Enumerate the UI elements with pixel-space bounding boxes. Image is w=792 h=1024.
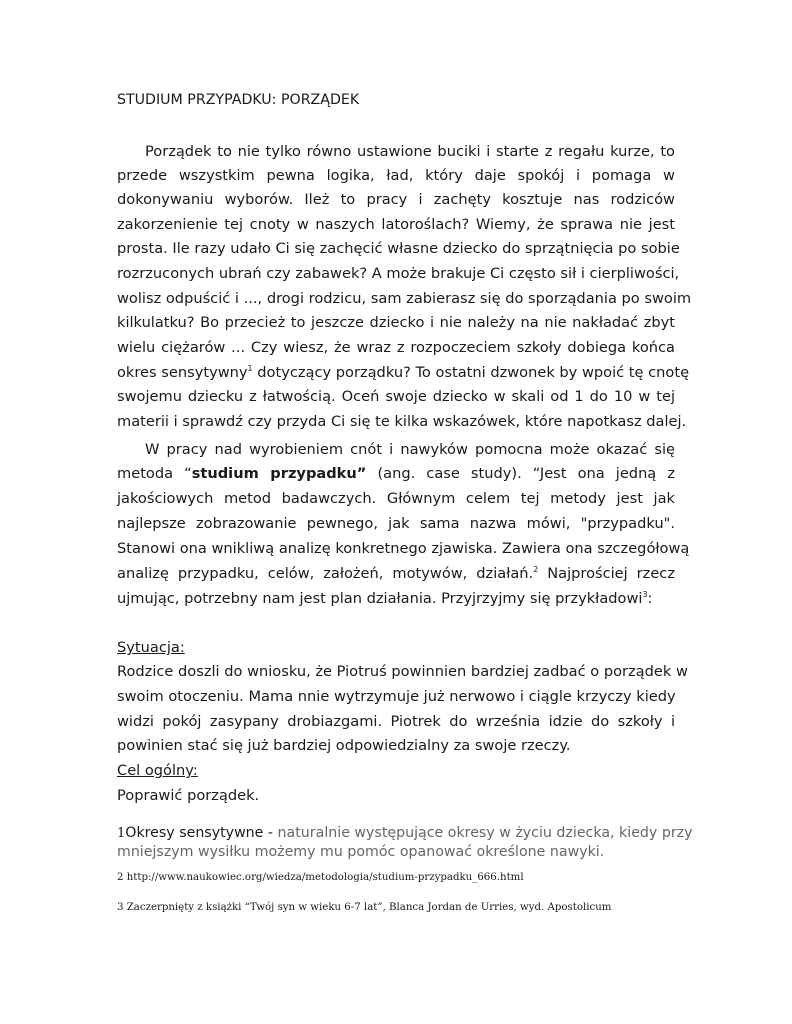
- footnote-1-number: 1: [117, 826, 126, 841]
- paragraph-1-line: wielu ciężarów ... Czy wiesz, że wraz z rozpoczeciem szkoły dobiega końca: [117, 339, 675, 356]
- paragraph-1-line: wolisz odpuścić i ..., drogi rodzicu, sam zabierasz się do sporządania po swoim: [117, 290, 692, 307]
- paragraph-2-line: Stanowi ona wnikliwą analizę konkretnego zjawiska. Zawiera ona szczegółową: [117, 540, 690, 557]
- paragraph-2-text: :: [647, 590, 653, 607]
- situation-line: powinien stać się już bardziej odpowiedzialny za swoje rzeczy.: [117, 737, 571, 754]
- document-title: STUDIUM PRZYPADKU: PORZĄDEK: [117, 92, 360, 108]
- footnote-2: 2 http://www.naukowiec.org/wiedza/metodologia/studium-przypadku_666.html: [117, 872, 524, 883]
- paragraph-2-text: ujmując, potrzebny nam jest plan działania. Przyjrzyjmy się przykładowi: [117, 590, 643, 607]
- paragraph-2-line: jakościowych metod badawczych. Głównym celem tej metody jest jak: [117, 490, 675, 507]
- paragraph-2-line: [117, 562, 675, 586]
- paragraph-2-line: [117, 587, 675, 611]
- sensitive-period-text: okres sensytywny: [117, 364, 248, 381]
- paragraph-1-line: Porządek to nie tylko równo ustawione buciki i starte z regału kurze, to: [145, 143, 675, 160]
- footnote-1-line: [117, 824, 693, 843]
- goal-heading: Cel ogólny:: [117, 762, 198, 779]
- paragraph-1-line: dokonywaniu wyborów. Ileż to pracy i zachęty kosztuje nas rodziców: [117, 191, 675, 208]
- paragraph-2-line: [117, 462, 675, 486]
- situation-line: widzi pokój zasypany drobiazgami. Piotrek do września idzie do szkoły i: [117, 713, 675, 730]
- footnote-1-term: Okresy sensytywne -: [125, 825, 278, 841]
- paragraph-1-line: swojemu dziecku z łatwością. Oceń swoje dziecko w skali od 1 do 10 w tej: [117, 388, 675, 405]
- paragraph-2-line: najlepsze zobrazowanie pewnego, jak sama nazwa mówi, "przypadku".: [117, 515, 675, 532]
- footnote-ref-1[interactable]: 1: [247, 364, 253, 373]
- footnote-ref-3[interactable]: 3: [642, 590, 648, 599]
- paragraph-1-line: rozrzuconych ubrań czy zabawek? A może brakuje Ci często sił i cierpliwości,: [117, 265, 680, 282]
- situation-line: Rodzice doszli do wniosku, że Piotruś powinnien bardziej zadbać o porządek w: [117, 663, 688, 680]
- paragraph-2-text: (ang. case study). “Jest ona jedną z: [366, 465, 675, 482]
- paragraph-1-line: materii i sprawdź czy przyda Ci się te kilka wskazówek, które napotkasz dalej.: [117, 413, 687, 430]
- paragraph-1-line: przede wszystkim pewna logika, ład, który daje spokój i pomaga w: [117, 167, 675, 184]
- footnote-3: 3 Zaczerpnięty z książki “Twój syn w wieku 6-7 lat”, Blanca Jordan de Urries, wyd. Apostolicum: [117, 902, 612, 913]
- paragraph-1-line: kilkulatku? Bo przecież to jeszcze dziecko i nie należy na nie nakładać zbyt: [117, 314, 675, 331]
- paragraph-2-text: analizę przypadku, celów, założeń, motywów, działań.: [117, 565, 534, 582]
- footnote-1-text: naturalnie występujące okresy w życiu dziecka, kiedy przy: [277, 825, 693, 841]
- goal-text: Poprawić porządek.: [117, 787, 260, 804]
- footnote-1-text-line-2: mniejszym wysiłku możemy mu pomóc opanować określone nawyki.: [117, 844, 605, 860]
- situation-line: swoim otoczeniu. Mama nnie wytrzymuje już nerwowo i ciągle krzyczy kiedy: [117, 688, 676, 705]
- footnote-1: [117, 824, 693, 861]
- paragraph-1-line: zakorzenienie tej cnoty w naszych latoroślach? Wiemy, że sprawa nie jest: [117, 216, 675, 233]
- paragraph-2-line: W pracy nad wyrobieniem cnót i nawyków pomocna może okazać się: [145, 441, 675, 458]
- footnote-ref-2[interactable]: 2: [533, 565, 539, 574]
- paragraph-1-text: dotyczący porządku? To ostatni dzwonek by wpoić tę cnotę: [252, 364, 690, 381]
- paragraph-1-line: prosta. Ile razy udało Ci się zachęcić własne dziecko do sprzątnięcia po sobie: [117, 240, 680, 257]
- situation-heading: Sytuacja:: [117, 639, 185, 656]
- case-study-term: studium przypadku”: [191, 465, 367, 482]
- paragraph-1-line: [117, 361, 690, 385]
- paragraph-2-text: metoda “: [117, 465, 192, 482]
- paragraph-2-text: Najprościej rzecz: [538, 565, 675, 582]
